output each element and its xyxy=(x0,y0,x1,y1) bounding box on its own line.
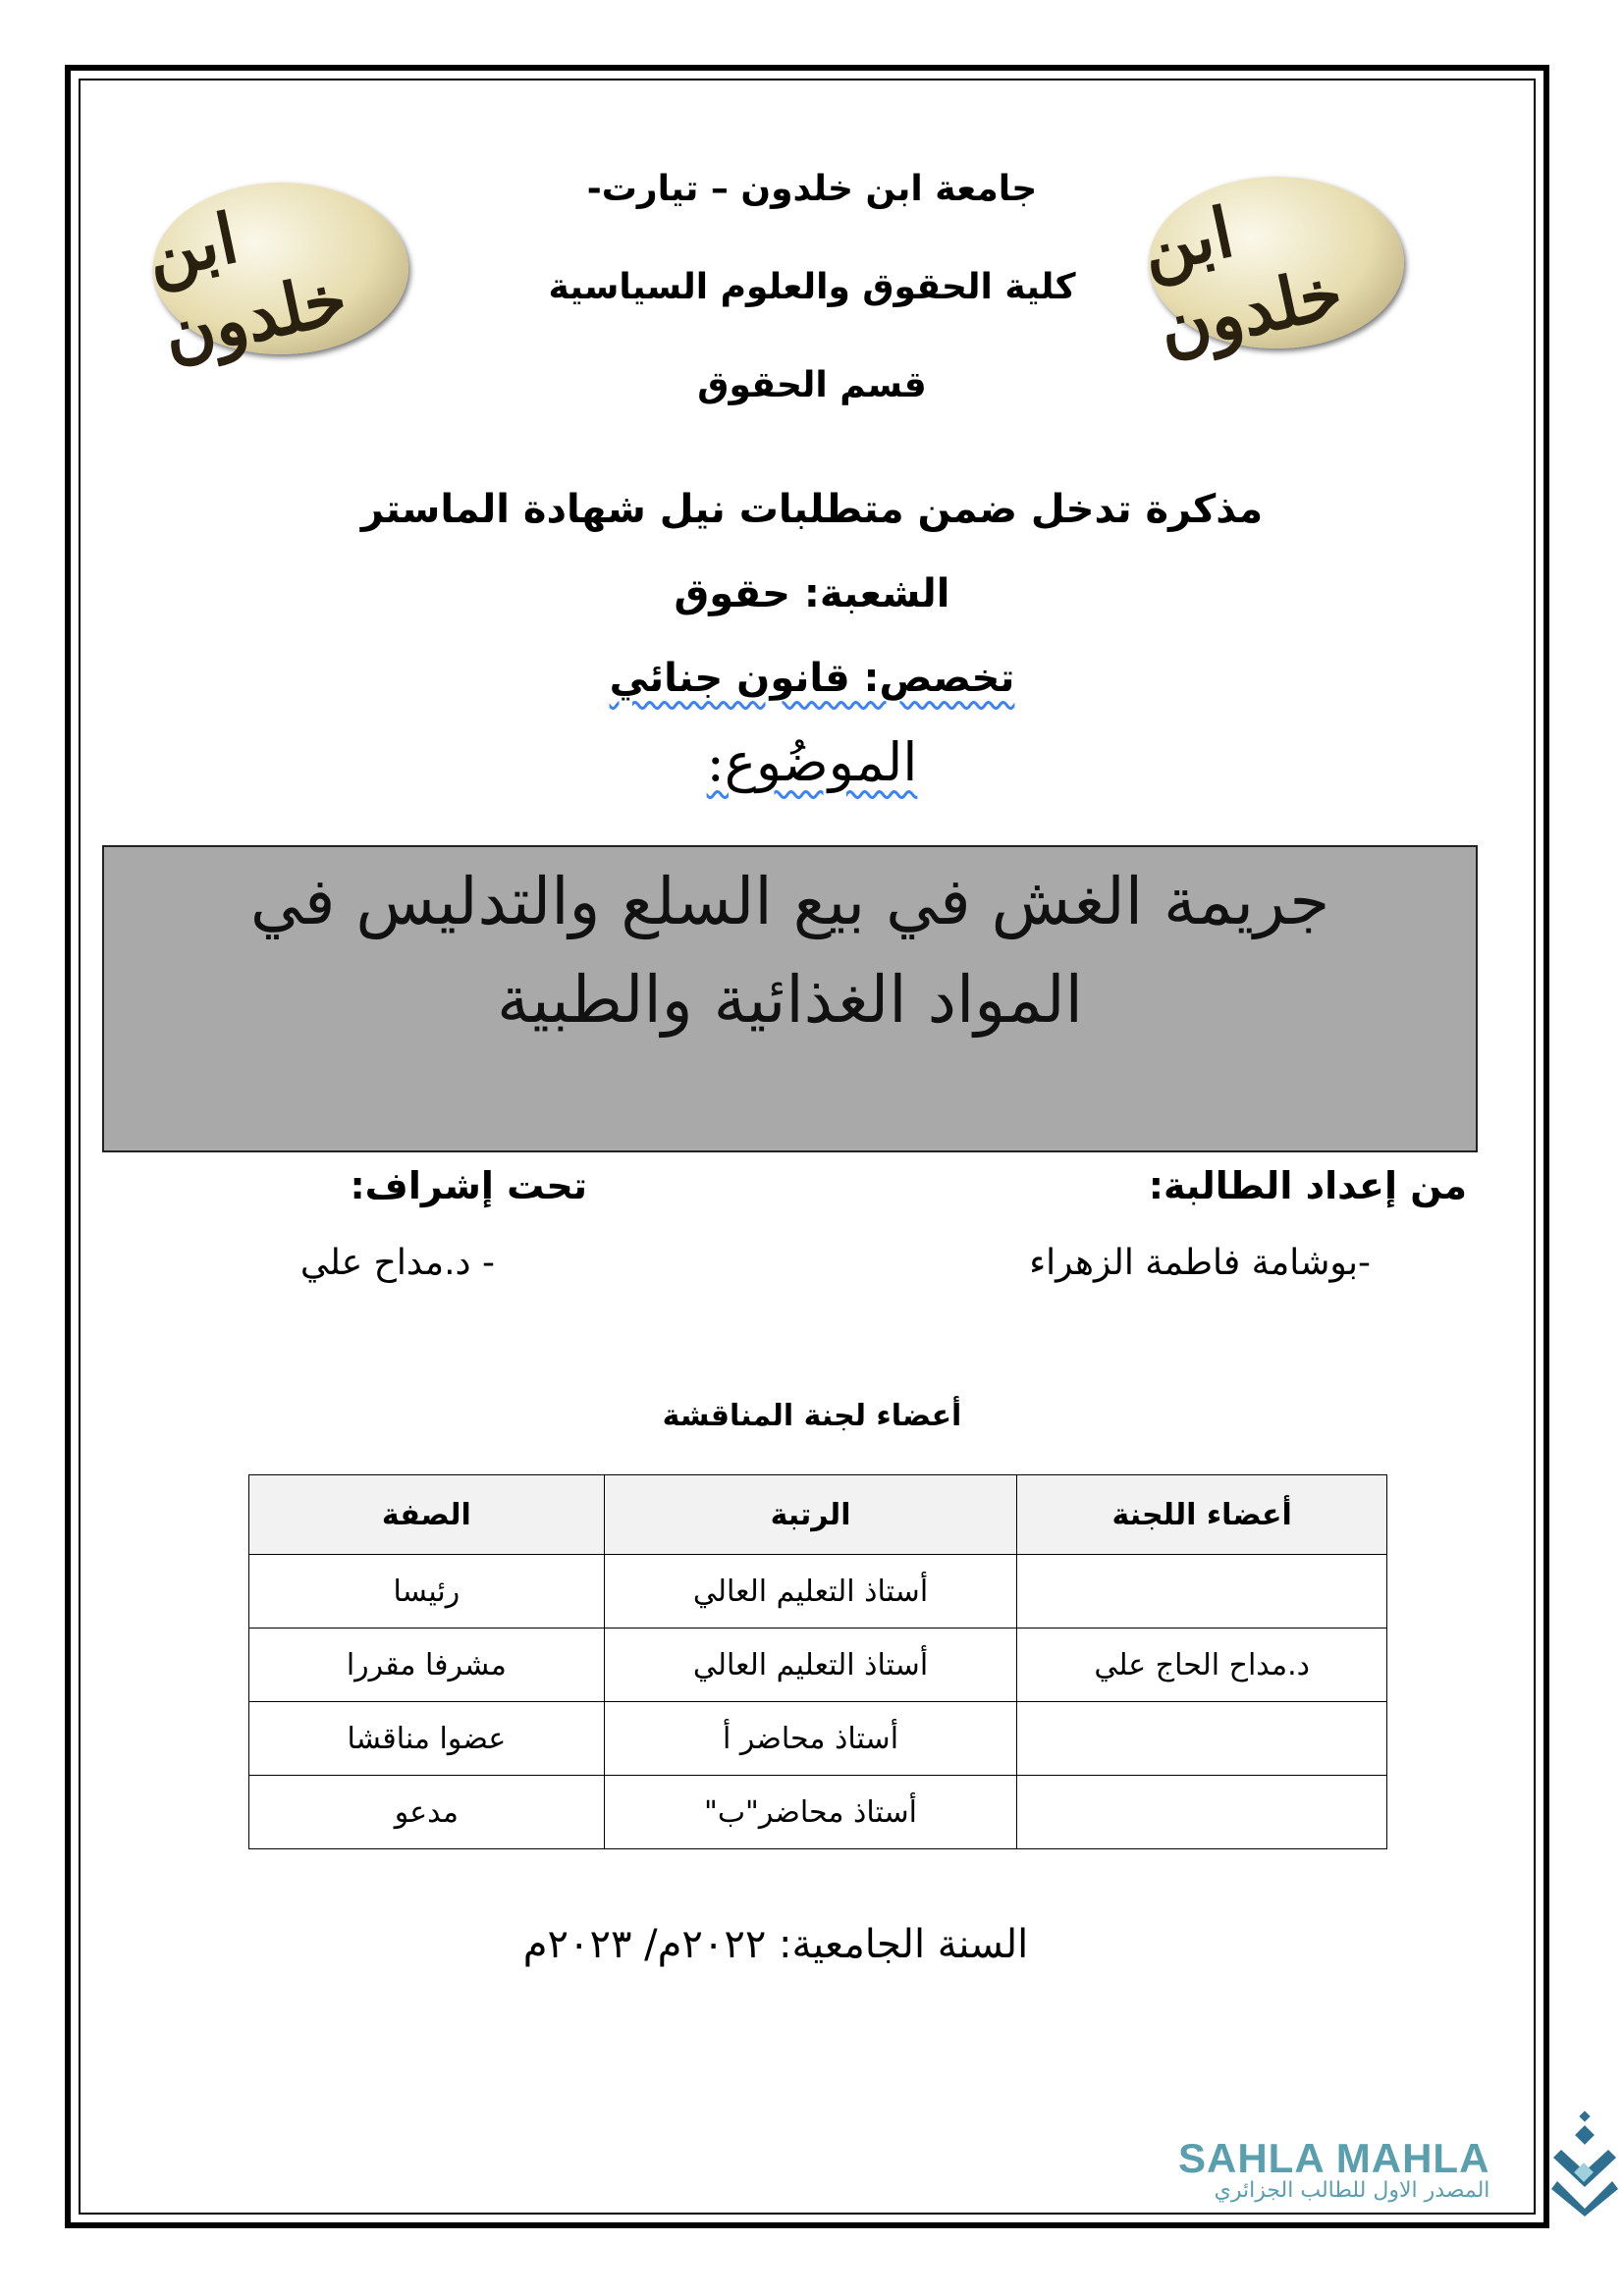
thesis-purpose: مذكرة تدخل ضمن متطلبات نيل شهادة الماستر xyxy=(360,487,1264,532)
table-row xyxy=(249,1555,1387,1629)
sahla-mahla-logo-icon xyxy=(1551,2110,1620,2218)
university-logo-left: ابن خلدون xyxy=(153,183,408,354)
supervisor-label: تحت إشراف: xyxy=(350,1164,587,1207)
subject-label-text: الموضُوع: xyxy=(706,731,918,793)
header-role: الصفة xyxy=(249,1475,605,1555)
university-logo-right: ابن خلدون xyxy=(1149,177,1404,348)
cell-rank: أستاذ محاضر أ xyxy=(604,1702,1017,1776)
subject-label xyxy=(0,731,1624,793)
cell-member xyxy=(1017,1702,1387,1776)
student-name: -بوشامة فاطمة الزهراء xyxy=(1029,1243,1371,1283)
university-name: جامعة ابن خلدون – تيارت- xyxy=(586,169,1038,209)
cell-role: مشرفا مقررا xyxy=(249,1629,605,1702)
cell-rank: أستاذ التعليم العالي xyxy=(604,1555,1017,1629)
thesis-branch: الشعبة: حقوق xyxy=(674,571,950,616)
academic-year: السنة الجامعية: ٢٠٢٢م/ ٢٠٢٣م xyxy=(522,1922,1029,1967)
specialty-text: تخصص: قانون جنائي xyxy=(609,656,1015,701)
student-label: من إعداد الطالبة: xyxy=(1148,1164,1467,1207)
cell-role: مدعو xyxy=(249,1776,605,1849)
header-rank: الرتبة xyxy=(604,1475,1017,1555)
thesis-specialty xyxy=(0,656,1624,701)
table-header-row xyxy=(249,1475,1387,1555)
table-row xyxy=(249,1702,1387,1776)
cell-member xyxy=(1017,1555,1387,1629)
cell-role: عضوا مناقشا xyxy=(249,1702,605,1776)
cell-rank: أستاذ التعليم العالي xyxy=(604,1629,1017,1702)
department-name: قسم الحقوق xyxy=(697,365,927,405)
cell-member xyxy=(1017,1776,1387,1849)
faculty-name: كلية الحقوق والعلوم السياسية xyxy=(548,267,1076,307)
cell-role: رئيسا xyxy=(249,1555,605,1629)
cell-member: د.مداح الحاج علي xyxy=(1017,1629,1387,1702)
table-row xyxy=(249,1629,1387,1702)
supervisor-name: - د.مداح علي xyxy=(299,1243,495,1283)
watermark-tagline: المصدر الاول للطالب الجزائري xyxy=(1214,2178,1490,2203)
committee-title: أعضاء لجنة المناقشة xyxy=(662,1399,962,1433)
thesis-title-line1: جريمة الغش في بيع السلع والتدليس في xyxy=(249,864,1330,939)
thesis-title-line2: المواد الغذائية والطبية xyxy=(497,962,1083,1038)
header-members: أعضاء اللجنة xyxy=(1017,1475,1387,1555)
sahla-mahla-watermark xyxy=(1178,2135,1489,2203)
table-row xyxy=(249,1776,1387,1849)
committee-table xyxy=(248,1474,1387,1849)
watermark-brand: SAHLA MAHLA xyxy=(1178,2135,1490,2181)
cell-rank: أستاذ محاضر"ب" xyxy=(604,1776,1017,1849)
